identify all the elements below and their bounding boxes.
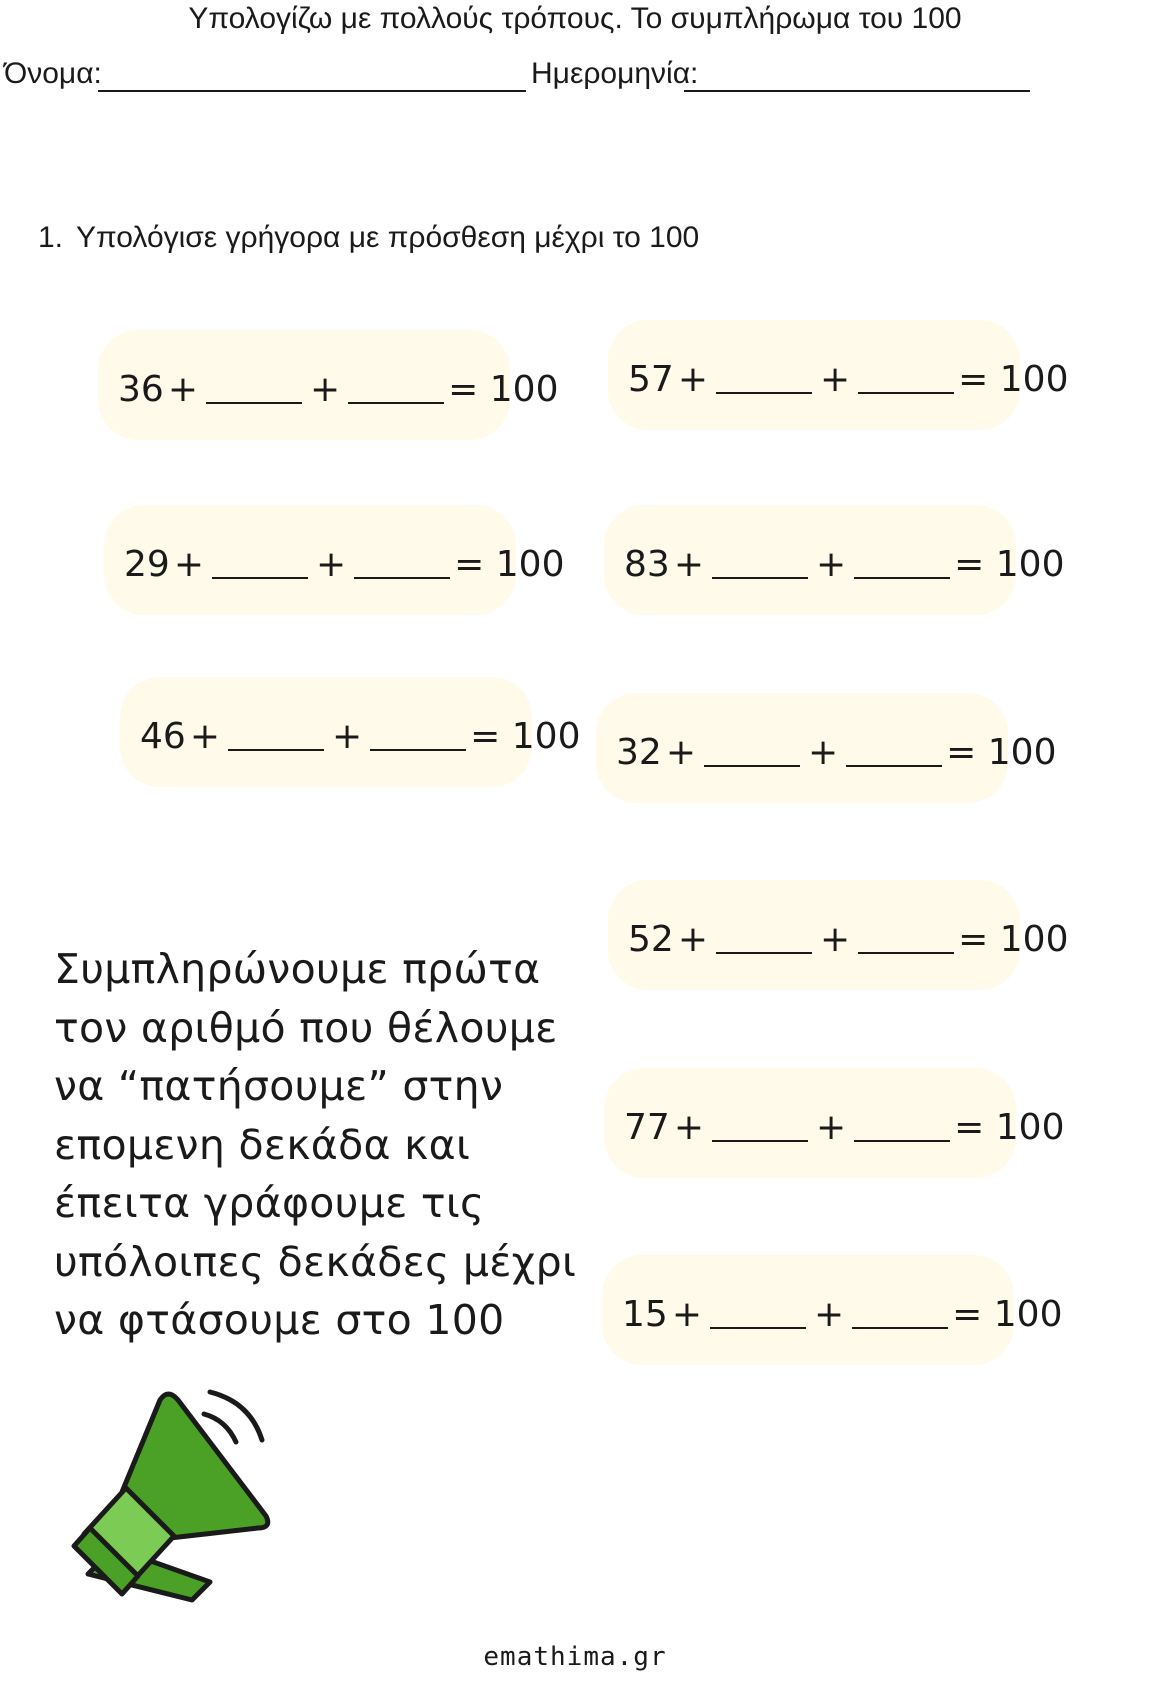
equation-start: 29 — [124, 544, 170, 585]
equation-result: = 100 — [448, 369, 559, 410]
plus-sign: + — [813, 1294, 845, 1335]
equation-box — [602, 1255, 1063, 1365]
equation — [628, 902, 1068, 962]
plus-sign: + — [173, 544, 204, 585]
plus-sign: + — [309, 369, 341, 410]
plus-sign: + — [189, 716, 220, 757]
plus-sign: + — [315, 544, 347, 585]
plus-sign: + — [673, 1107, 704, 1148]
answer-blank[interactable] — [710, 1327, 806, 1329]
equation-start: 77 — [624, 1107, 670, 1148]
answer-blank[interactable] — [846, 765, 942, 767]
plus-sign: + — [807, 732, 839, 773]
name-field[interactable] — [98, 90, 526, 92]
equation-result: = 100 — [946, 732, 1057, 773]
equation-start: 15 — [622, 1294, 668, 1335]
task-instruction: Υπολόγισε γρήγορα με πρόσθεση μέχρι το 100 — [76, 221, 700, 254]
equation-box — [104, 505, 565, 615]
answer-blank[interactable] — [716, 392, 812, 394]
answer-blank[interactable] — [212, 577, 308, 579]
plus-sign: + — [819, 919, 851, 960]
hint-text — [54, 940, 614, 1350]
equation-start: 36 — [118, 369, 164, 410]
answer-blank[interactable] — [858, 952, 954, 954]
equation-result: = 100 — [958, 919, 1069, 960]
equation-start: 57 — [628, 359, 674, 400]
plus-sign: + — [331, 716, 363, 757]
equation-result: = 100 — [454, 544, 565, 585]
hint-line: τον αριθμό που θέλουμε — [54, 1003, 558, 1052]
page-title: Υπολογίζω με πολλούς τρόπους. Το συμπλήρωμα του 100 — [188, 2, 962, 35]
answer-blank[interactable] — [716, 952, 812, 954]
equation-result: = 100 — [952, 1294, 1063, 1335]
hint-line: Συμπληρώνουμε πρώτα — [54, 945, 541, 993]
megaphone-icon — [70, 1388, 290, 1638]
plus-sign: + — [673, 544, 704, 585]
answer-blank[interactable] — [858, 392, 954, 394]
answer-blank[interactable] — [370, 749, 466, 751]
answer-blank[interactable] — [206, 402, 302, 404]
plus-sign: + — [815, 544, 847, 585]
answer-blank[interactable] — [704, 765, 800, 767]
hint-line: έπειτα γράφουμε τις — [54, 1179, 485, 1227]
equation-result: = 100 — [954, 544, 1065, 585]
plus-sign: + — [167, 369, 198, 410]
plus-sign: + — [671, 1294, 702, 1335]
plus-sign: + — [819, 359, 851, 400]
hint-line: επομενη δεκάδα και — [54, 1120, 471, 1169]
answer-blank[interactable] — [712, 1140, 808, 1142]
equation-result: = 100 — [958, 359, 1069, 400]
answer-blank[interactable] — [348, 402, 444, 404]
answer-blank[interactable] — [854, 577, 950, 579]
equation — [118, 352, 558, 412]
task-heading — [38, 218, 699, 258]
equation-result: = 100 — [954, 1107, 1065, 1148]
equation — [124, 527, 564, 587]
equation-start: 32 — [616, 732, 662, 773]
equation — [622, 1277, 1062, 1337]
equation-box — [604, 1068, 1065, 1178]
plus-sign: + — [815, 1107, 847, 1148]
hint-line: να φτάσουμε στο 100 — [54, 1296, 505, 1344]
answer-blank[interactable] — [852, 1327, 948, 1329]
equation — [140, 699, 580, 759]
equation-box — [604, 505, 1065, 615]
answer-blank[interactable] — [712, 577, 808, 579]
equation — [624, 1090, 1064, 1150]
equation-box — [608, 320, 1069, 430]
equation-box — [608, 880, 1069, 990]
equation-box — [98, 330, 559, 440]
answer-blank[interactable] — [228, 749, 324, 751]
equation — [628, 342, 1068, 402]
equation — [616, 715, 1056, 775]
hint-line: υπόλοιπες δεκάδες μέχρι — [54, 1237, 577, 1286]
plus-sign: + — [677, 919, 708, 960]
footer-brand: emathima.gr — [483, 1642, 667, 1672]
date-label: Ημερομηνία: — [531, 57, 699, 90]
equation-start: 52 — [628, 919, 674, 960]
equation — [624, 527, 1064, 587]
equation-start: 46 — [140, 716, 186, 757]
date-field[interactable] — [684, 90, 1030, 92]
plus-sign: + — [677, 359, 708, 400]
equation-result: = 100 — [470, 716, 581, 757]
task-number: 1. — [38, 221, 64, 254]
answer-blank[interactable] — [854, 1140, 950, 1142]
equation-box — [120, 677, 581, 787]
plus-sign: + — [665, 732, 696, 773]
equation-box — [596, 693, 1057, 803]
equation-start: 83 — [624, 544, 670, 585]
hint-line: να “πατήσουμε” στην — [54, 1062, 504, 1110]
name-label: Όνομα: — [4, 57, 102, 90]
answer-blank[interactable] — [354, 577, 450, 579]
